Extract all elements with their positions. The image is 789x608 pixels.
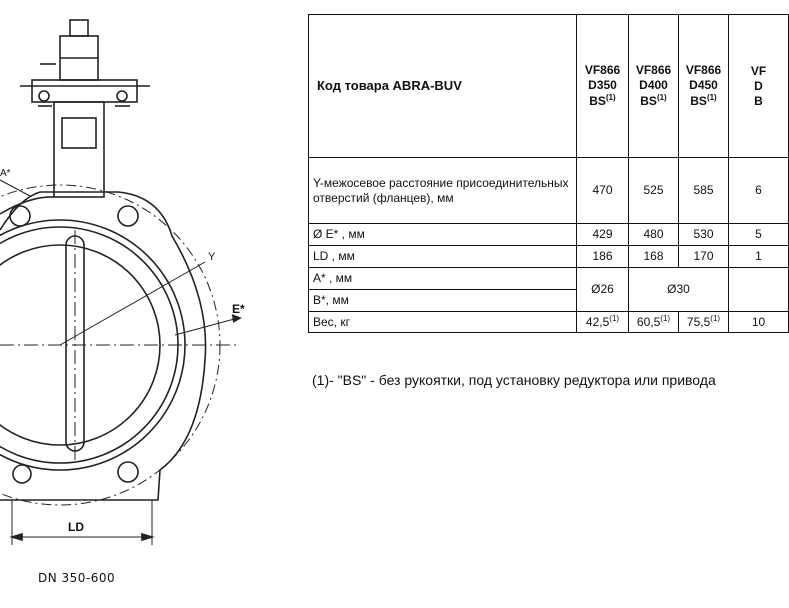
cell-value: 168 [629,246,679,268]
cell-value: 75,5$^{(1)}$ [679,312,729,333]
cell-value: 480 [629,224,679,246]
cell-value: 585 [679,158,729,224]
footnote: (1)- "BS" - без рукоятки, под установку редуктора или привода [312,372,716,388]
cell-value: 6 [729,158,789,224]
cell-value: Ø30 [629,268,729,312]
row-ld [309,246,789,268]
dim-a-label: A* [0,168,11,179]
valve-disc [66,236,84,451]
row-weight [309,312,789,333]
row-e-diameter [309,224,789,246]
model-col-cut: VF D B [729,15,789,158]
cell-value: 170 [679,246,729,268]
model-col-d350: VF866 D350 BS$^{(1)}$ [577,15,629,158]
model-col-d450: VF866 D450 BS$^{(1)}$ [679,15,729,158]
drawing-caption: DN 350-600 [38,571,116,585]
cell-value: 10 [729,312,789,333]
cell-value: 530 [679,224,729,246]
spec-table-container [308,14,767,344]
cell-value: 42,5$^{(1)}$ [577,312,629,333]
cell-value: 186 [577,246,629,268]
row-label: LD , мм [309,246,577,268]
model-col-d400: VF866 D400 BS$^{(1)}$ [629,15,679,158]
row-label: Ø E* , мм [309,224,577,246]
row-label: Вес, кг [309,312,577,333]
cell-value: 60,5$^{(1)}$ [629,312,679,333]
row-a [309,268,789,290]
cell-value [729,268,789,312]
dim-e-label: E* [232,302,245,316]
cell-value: 429 [577,224,629,246]
cell-value: 525 [629,158,679,224]
row-label: A* , мм [309,268,577,290]
table-header-row [309,15,789,158]
dim-ld-label: LD [68,520,84,534]
cell-value: 5 [729,224,789,246]
valve-drawing [0,0,300,608]
row-y-distance [309,158,789,224]
dim-y-label: Y [208,251,216,263]
cell-value: Ø26 [577,268,629,312]
spec-table [308,14,789,333]
cell-value: 470 [577,158,629,224]
header-label: Код товара ABRA-BUV [309,15,577,158]
cell-value: 1 [729,246,789,268]
row-label: Y-межосевое расстояние присоединительных отверстий (фланцев), мм [309,158,577,224]
valve-body [0,192,206,500]
row-label: B*, мм [309,290,577,312]
valve-neck [54,102,104,197]
